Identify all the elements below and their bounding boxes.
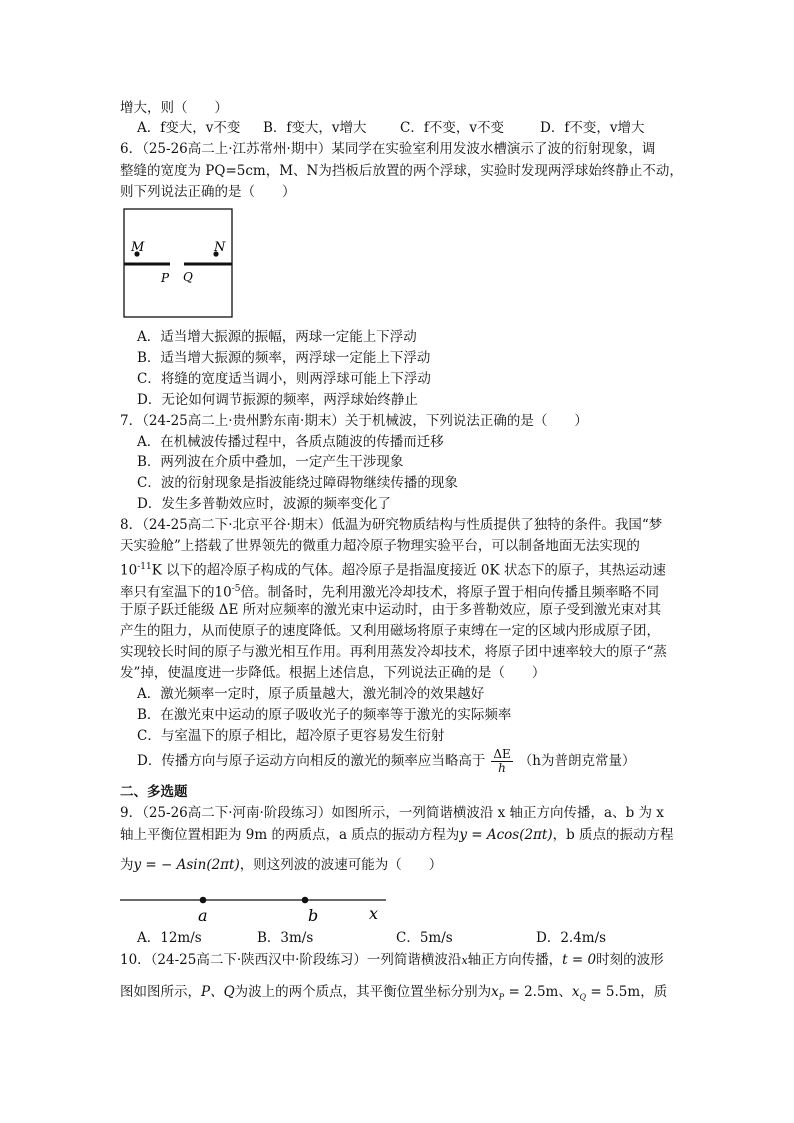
q5-option-c: C．f不变，v不变 [400, 120, 504, 136]
q9-stem-line-3 [120, 856, 442, 874]
q5-option-b: B．f变大，v增大 [263, 120, 367, 136]
q10-stem-line-2 [120, 983, 667, 1007]
q7-option-a: A．在机械波传播过程中，各质点随波的传播而迁移 [137, 434, 444, 450]
q9-option-c: C．5m/s [396, 930, 453, 946]
q9-axis-figure [118, 886, 398, 926]
q8-stem-line-7: 实现较长时间的原子与激光相互作用。再利用蒸发冷却技术，将原子团中速率较大的原子“蒸 [120, 644, 667, 660]
label-q: Q [183, 270, 193, 284]
q10-line2-mid: 为波上的两个质点，其平衡位置坐标分别为 [234, 984, 492, 1000]
q9-line2-text: 轴上平衡位置相距为 9m 的两质点，a 质点的振动方程为 [120, 827, 460, 843]
q8-line4-rest: 倍。制备时，先利用激光冷却技术，将原子置于相向传播且频率略不同 [240, 584, 659, 601]
q8-option-b: B．在激光束中运动的原子吸收光子的频率等于激光的实际频率 [137, 707, 512, 723]
label-n: N [214, 240, 226, 255]
label-p: P [161, 271, 170, 285]
q8-stem-line-6: 产生的阻力，从而使原子的速度降低。又利用磁场将原子束缚在一定的区域内形成原子团， [120, 623, 660, 639]
q6-option-d: D．无论如何调节振源的频率，两浮球始终静止 [137, 392, 418, 408]
q10-xq-value: = 5.5m，质 [586, 984, 668, 1000]
q8-option-c: C．与室温下的原子相比，超冷原子更容易发生衍射 [137, 728, 445, 744]
q10-line2-start: 图如图所示， [120, 984, 201, 1000]
q9-line2-tail: ，b 质点的振动方程 [552, 827, 674, 843]
q10-line1-tail: 时刻的波形 [596, 952, 664, 968]
q10-xp-subscript: P [498, 992, 505, 1002]
q5-option-a: A．f变大，v不变 [137, 120, 241, 136]
q8-line4-exp: -5 [231, 584, 241, 594]
q8-stem-line-2: 天实验舱”上搭载了世界领先的微重力超冷原子物理实验平台，可以制备地面无法实现的 [120, 538, 640, 554]
q8-power-exp: -11 [137, 562, 152, 572]
label-x: x [369, 904, 379, 923]
q6-option-c: C．将缝的宽度适当调小，则两浮球可能上下浮动 [137, 371, 431, 387]
q6-stem-line-2: 整缝的宽度为 PQ=5cm，M、N为挡板后放置的两个浮球，实验时发现两浮球始终静止不动， [120, 163, 683, 179]
q5-options [137, 119, 644, 137]
q10-xp-symbol: x [491, 984, 499, 1000]
fraction-denominator: h [498, 761, 506, 775]
q9-option-b: B．3m/s [257, 930, 314, 946]
q8-line4-start: 率只有室温下的10 [120, 584, 232, 601]
q9-option-a: A．12m/s [137, 930, 202, 946]
fraction-numerator: ΔE [493, 747, 511, 761]
q10-xq-subscript: Q [579, 992, 587, 1002]
q10-line1-text: 10．（24-25高二下·陕西汉中·阶段练习）一列简谐横波沿 [120, 952, 462, 968]
q8-stem-line-1: 8．（24-25高二下·北京平谷·期末）低温为研究物质结构与性质提供了独特的条件。我国“梦 [120, 517, 663, 533]
q8-stem-line-5: 于原子跃迁能级 ΔE 所对应频率的激光束中运动时，由于多普勒效应，原子受到激光束对其 [120, 602, 662, 618]
q8-power-base: 10 [120, 562, 138, 579]
q7-option-d: D．发生多普勒效应时，波源的频率变化了 [137, 496, 391, 512]
q8-stem-line-8: 发”掉，使温度进一步降低。根据上述信息，下列说法正确的是（ ） [120, 665, 546, 681]
label-b: b [308, 906, 319, 925]
q9-options [137, 929, 606, 947]
section-heading-multiple-choice: 二、多选题 [120, 784, 188, 800]
q9-stem-line-1: 9．（25-26高二下·河南·阶段练习）如图所示，一列简谐横波沿 x 轴正方向传播，a、b 为 x [120, 805, 664, 821]
q8-option-d [137, 746, 635, 776]
q8-fraction [491, 748, 512, 775]
q10-line1-mid: 轴正方向传播， [467, 952, 563, 968]
q9-equation-b: y = − Asin(2πt) [133, 857, 240, 873]
label-a: a [198, 906, 208, 925]
q10-xp-value: = 2.5m、 [504, 984, 572, 1000]
point-b [302, 897, 309, 904]
q9-option-d: D．2.4m/s [536, 930, 607, 946]
q5-stem-tail: 增大，则（ ） [120, 100, 228, 116]
q9-line3-tail: ，则这列波的波速可能为（ ） [239, 857, 443, 873]
q10-stem-line-1 [120, 951, 664, 970]
q9-stem-line-2 [120, 826, 674, 844]
q6-option-a: A．适当增大振源的振幅，两球一定能上下浮动 [137, 329, 417, 345]
q10-time-zero: t = 0 [562, 952, 597, 968]
q6-option-b: B．适当增大振源的频率，两浮球一定能上下浮动 [137, 350, 431, 366]
q10-xq-symbol: x [571, 984, 580, 1000]
q6-stem-line-1: 6．（25-26高二上·江苏常州·期中）某同学在实验室利用发波水槽演示了波的衍射现象，调 [120, 141, 656, 157]
q7-option-b: B．两列波在介质中叠加，一定产生干涉现象 [137, 454, 404, 470]
q8-option-a: A．激光频率一定时，原子质量越大，激光制冷的效果越好 [137, 686, 485, 702]
q8-stem-line-3 [120, 558, 666, 580]
q6-ripple-tank-figure [118, 204, 238, 324]
point-a [200, 897, 207, 904]
q10-x-symbol: x [461, 954, 468, 967]
q8-option-d-text: D．传播方向与原子运动方向相反的激光的频率应当略高于 [137, 753, 486, 769]
q6-stem-line-3: 则下列说法正确的是（ ） [120, 184, 296, 200]
label-m: M [131, 240, 145, 255]
q5-option-d: D．f不变，v增大 [540, 120, 645, 136]
q8-line3-rest: K 以下的超冷原子构成的气体。超冷原子是指温度接近 0K 状态下的原子，其热运动速 [151, 562, 666, 579]
q7-option-c: C．波的衍射现象是指波能绕过障碍物继续传播的现象 [137, 475, 458, 491]
q7-stem: 7．（24-25高二上·贵州黔东南·期末）关于机械波，下列说法正确的是（ ） [120, 413, 588, 429]
q8-stem-line-4 [120, 580, 659, 602]
q9-line3-start: 为 [120, 857, 134, 873]
q10-pq-symbols: P、Q [201, 984, 235, 1000]
q8-option-d-note: （h为普朗克常量） [518, 753, 636, 769]
q9-equation-a: y = Acos(2πt) [459, 827, 553, 843]
